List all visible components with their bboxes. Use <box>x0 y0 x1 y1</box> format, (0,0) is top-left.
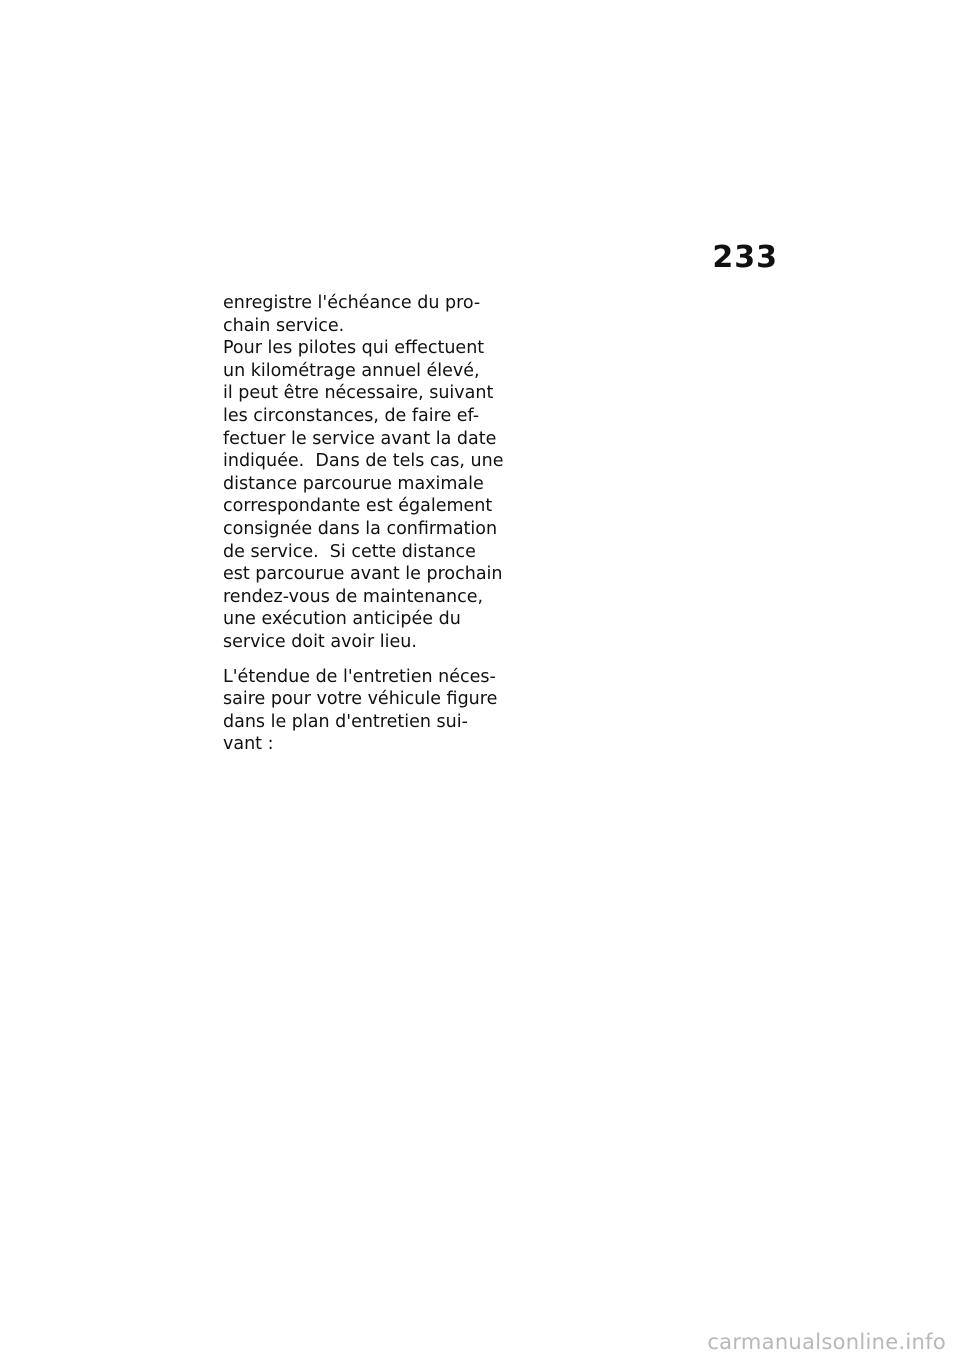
text-line: dans le plan d'entretien sui- <box>223 711 468 732</box>
text-line: Pour les pilotes qui effectuent <box>223 338 485 359</box>
text-line: de service. Si cette distance <box>223 541 476 562</box>
text-line: chain service. <box>223 315 345 336</box>
watermark: carmanualsonline.info <box>707 1330 946 1354</box>
text-line: fectuer le service avant la date <box>223 428 497 449</box>
page-number: 233 <box>712 240 778 275</box>
paragraph-3 <box>223 666 513 756</box>
text-line: indiquée. Dans de tels cas, une <box>223 451 504 472</box>
text-line: un kilométrage annuel élevé, <box>223 360 480 381</box>
text-line: service doit avoir lieu. <box>223 631 417 652</box>
text-line: consignée dans la confirmation <box>223 518 498 539</box>
text-line: les circonstances, de faire ef- <box>223 405 480 426</box>
text-line: rendez-vous de maintenance, <box>223 586 484 607</box>
text-line: saire pour votre véhicule figure <box>223 689 498 710</box>
text-line: est parcourue avant le prochain <box>223 564 503 585</box>
text-line: L'étendue de l'entretien néces- <box>223 666 496 687</box>
paragraph-1 <box>223 292 513 337</box>
text-line: il peut être nécessaire, suivant <box>223 383 494 404</box>
text-line: une exécution anticipée du <box>223 609 461 630</box>
text-line: enregistre l'échéance du pro- <box>223 293 481 313</box>
text-line: distance parcourue maximale <box>223 473 484 494</box>
paragraph-2 <box>223 337 513 653</box>
text-line: vant : <box>223 734 274 755</box>
text-column <box>223 292 513 756</box>
text-line: correspondante est également <box>223 496 493 517</box>
